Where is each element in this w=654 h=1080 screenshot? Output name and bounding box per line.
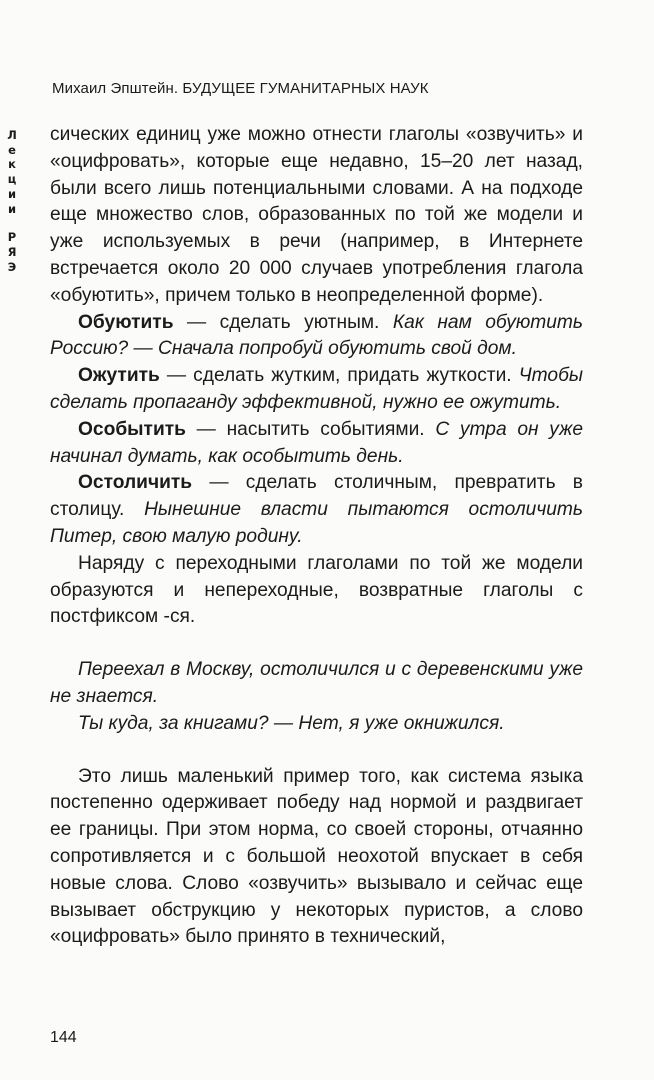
paragraph: сических единиц уже можно отнести глаголы «озвучить» и «оцифровать», которые еще недавно, 15–20 лет назад, были всего лишь потенциальными словами. А на подходе еще множество слов, образованных по той же модели и уже используемых в речи (например, в Интернете встречается около 20 000 случаев употребления глагола «обуютить», причем только в неопределенной форме). <box>50 124 583 306</box>
example-sentence: Переехал в Москву, остоличился и с деревенскими уже не знается. <box>50 659 583 707</box>
entry-example: Чтобы сделать пропаганду эффективной, нужно ее ожутить. <box>50 365 583 413</box>
side-tab-letter: Р <box>7 230 17 245</box>
entry-example: Как нам обуютить Россию? — Сначала попробуй обуютить свой дом. <box>50 311 583 360</box>
side-tab-letter: е <box>8 142 16 157</box>
entry-term: Обуютить <box>78 311 174 333</box>
entry-definition: — сделать столичным, превратить в столицу. <box>50 472 583 521</box>
dictionary-entry <box>50 470 583 550</box>
entry-term: Остоличить <box>78 472 193 494</box>
paragraph: Наряду с переходными глаголами по той же модели образуются и непереходные, возвратные глаголы с постфиксом -ся. <box>50 552 583 628</box>
running-title: Михаил Эпштейн. БУДУЩЕЕ ГУМАНИТАРНЫХ НАУК <box>52 80 429 97</box>
entry-definition: — сделать жутким, придать жуткости. <box>159 365 519 387</box>
side-tab-letter: и <box>7 201 17 216</box>
side-tab-letter: и <box>7 186 17 201</box>
side-tab-letter: Э <box>7 259 17 274</box>
entry-example: Нынешние власти пытаются остоличить Питер, свою малую родину. <box>50 499 583 547</box>
side-tab-letter: к <box>8 157 16 172</box>
entry-term: Особытить <box>78 418 186 440</box>
example-sentence: Ты куда, за книгами? — Нет, я уже окнижился. <box>78 712 505 734</box>
side-tab-letter: Л <box>7 128 17 142</box>
entry-example: С утра он уже начинал думать, как особытить день. <box>50 418 583 467</box>
paragraph: Это лишь маленький пример того, как система языка постепенно одерживает победу над нормой и раздвигает ее границы. При этом норма, со своей стороны, отчаянно сопротивляется и с большой неохотой впускает в себя новые слова. Слово «озвучить» вызывало и сейчас еще вызывает обструкцию у некоторых пуристов, а слово «оцифровать» было принято в технический, <box>50 765 583 948</box>
side-tab-letter: ц <box>7 172 17 187</box>
side-tab-letter: Я <box>7 244 17 259</box>
page-number: 144 <box>50 1029 77 1046</box>
body-text <box>50 122 583 951</box>
entry-definition: — сделать уютным. <box>173 311 393 333</box>
entry-definition: — насытить событиями. <box>185 418 436 440</box>
dictionary-entry <box>50 417 583 471</box>
side-tab <box>4 128 20 274</box>
dictionary-entry <box>50 363 583 417</box>
dictionary-entry <box>50 310 583 364</box>
entry-term: Ожутить <box>78 365 160 387</box>
